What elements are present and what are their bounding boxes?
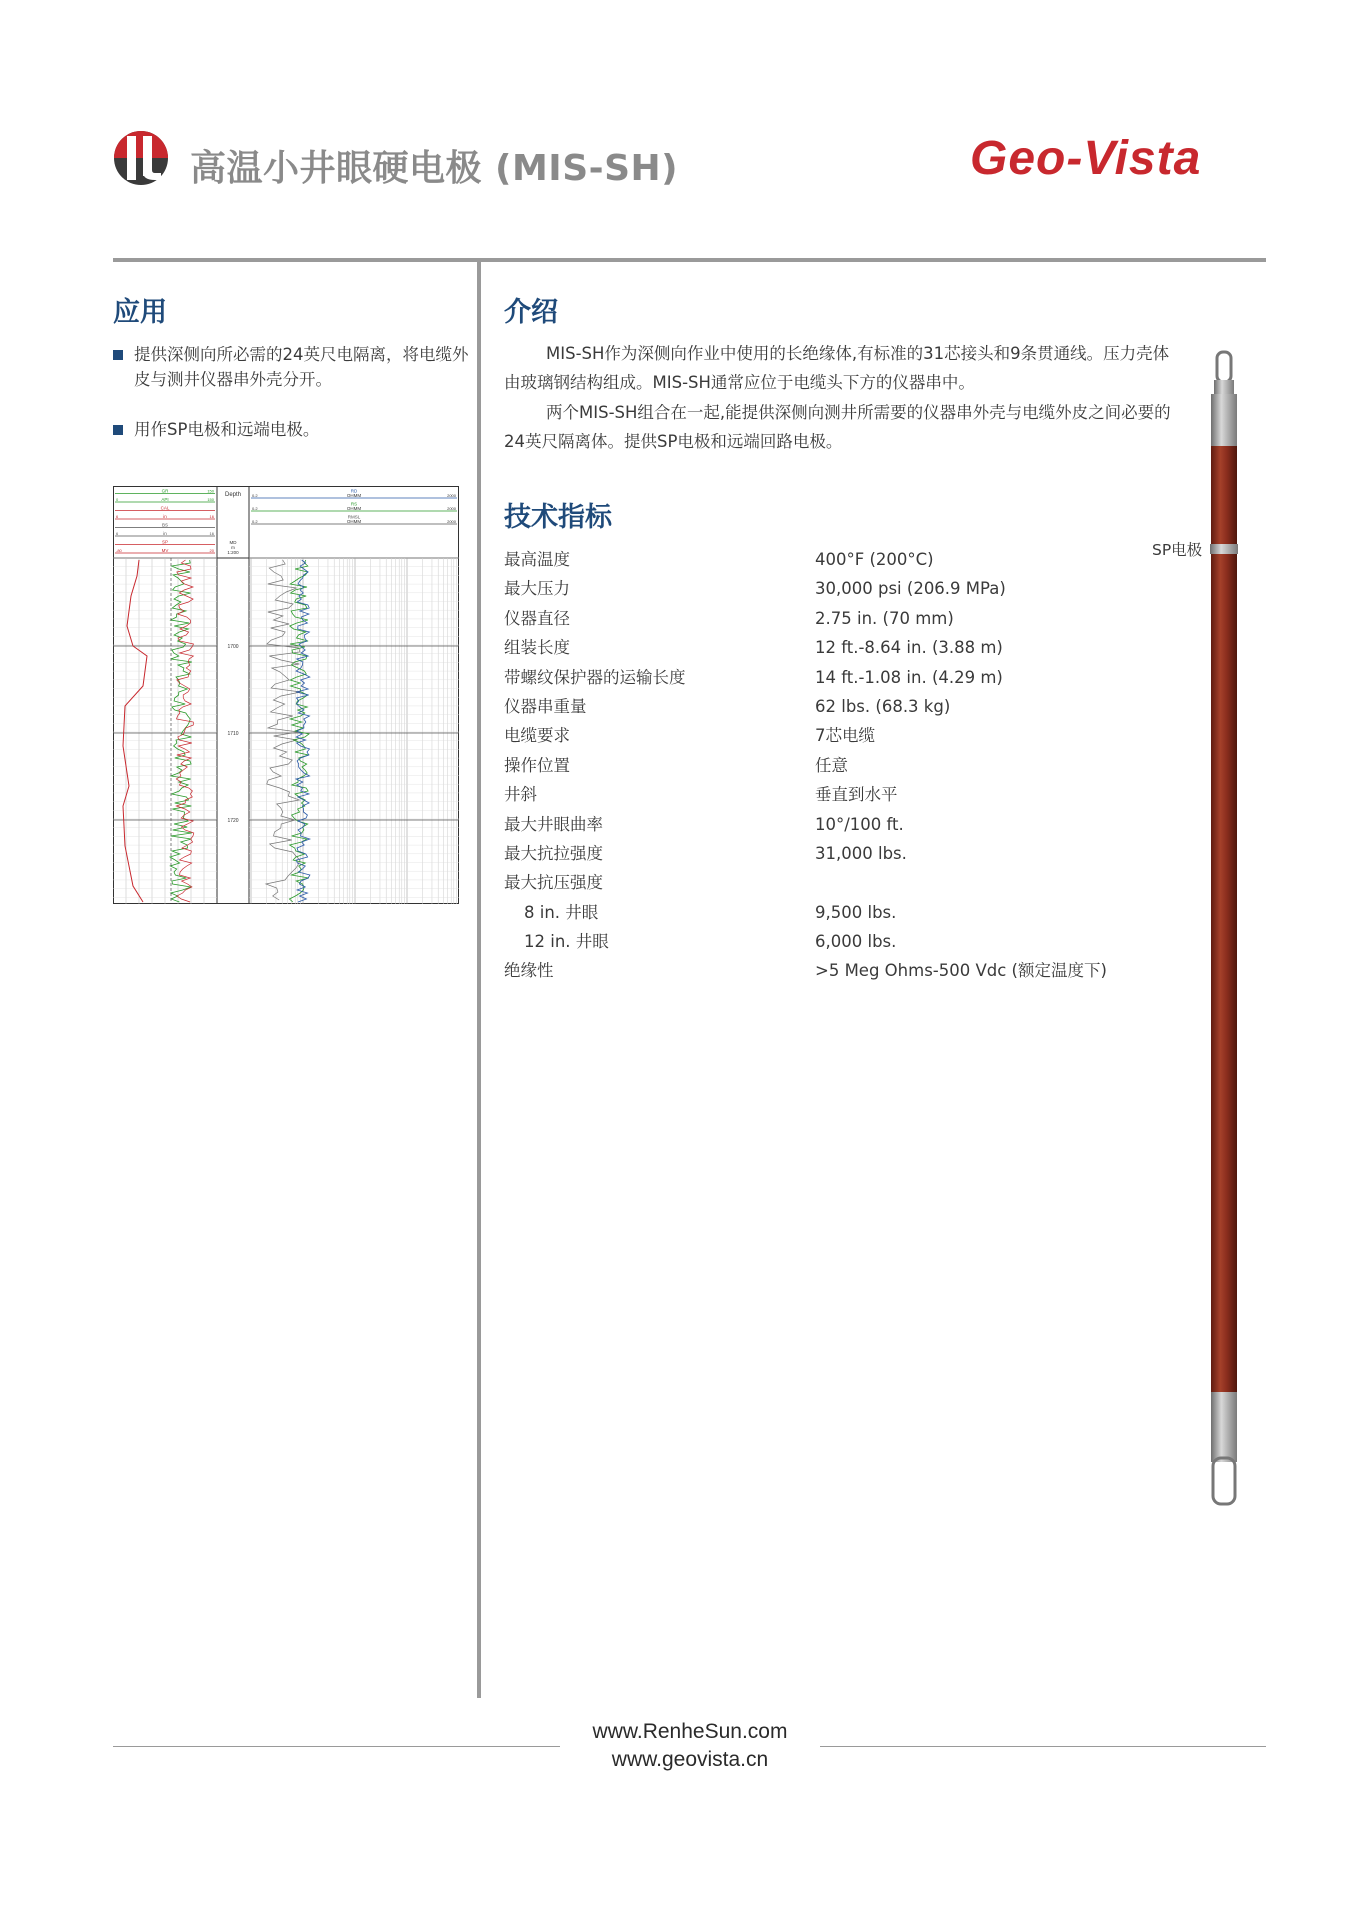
track-header-name: RS bbox=[350, 501, 358, 507]
track-header-name: in bbox=[163, 531, 167, 536]
track-header-max: 2000 bbox=[447, 519, 456, 524]
depth-unit-line: 1:200 bbox=[227, 550, 239, 555]
spec-value: 30,000 psi (206.9 MPa) bbox=[815, 579, 1006, 599]
spec-value: 6,000 lbs. bbox=[815, 932, 897, 952]
spec-row bbox=[504, 898, 1124, 927]
track-header-name: in bbox=[163, 514, 167, 519]
spec-label: 井斜 bbox=[504, 785, 537, 805]
application-bullet-text: 提供深侧向所必需的24英尺电隔离，将电缆外皮与测井仪器串外壳分开。 bbox=[134, 345, 469, 389]
track-header-min: 0.2 bbox=[252, 493, 258, 498]
sp-electrode-label: SP电极 bbox=[1152, 541, 1203, 559]
company-logo bbox=[113, 128, 169, 188]
depth-label: 1700 bbox=[227, 644, 239, 650]
spec-value: 垂直到水平 bbox=[815, 785, 898, 805]
track-header-name: CAL bbox=[160, 505, 170, 511]
track-header-max: 16 bbox=[209, 514, 214, 519]
spec-value: 10°/100 ft. bbox=[815, 814, 904, 834]
spec-label: 最大压力 bbox=[504, 579, 570, 599]
spec-row bbox=[504, 721, 1124, 750]
spec-label: 最大井眼曲率 bbox=[504, 814, 603, 834]
spec-value: >5 Meg Ohms-500 Vdc (额定温度下) bbox=[815, 961, 1107, 981]
footer-url[interactable]: www.geovista.cn bbox=[611, 1748, 769, 1771]
footer-url[interactable]: www.RenheSun.com bbox=[592, 1720, 788, 1743]
application-bullet-text: 用作SP电极和远端电极。 bbox=[134, 420, 320, 439]
application-heading: 应用 bbox=[113, 297, 167, 328]
track-header-name: SP bbox=[161, 539, 169, 545]
spec-value: 9,500 lbs. bbox=[815, 902, 897, 922]
spec-row bbox=[504, 780, 1124, 809]
spec-row bbox=[504, 927, 1124, 956]
bullet-square-icon bbox=[113, 425, 123, 435]
spec-label: 12 in. 井眼 bbox=[524, 932, 609, 952]
track-header-max: 150 bbox=[207, 497, 214, 502]
track-header-min: 0.2 bbox=[252, 506, 258, 511]
depth-unit-line: m bbox=[231, 545, 235, 550]
track-header-min: 0 bbox=[116, 497, 119, 502]
brand-logo-text: Geo-Vista bbox=[970, 132, 1202, 185]
column-divider bbox=[477, 262, 481, 1698]
track-header-max: 150 bbox=[207, 488, 214, 494]
track-header-min: 0.2 bbox=[252, 519, 258, 524]
spec-label: 最高温度 bbox=[504, 550, 570, 569]
track-header-unit: OHMM bbox=[346, 493, 362, 498]
introduction-paragraph: 两个MIS-SH组合在一起,能提供深侧向测井所需要的仪器串外壳与电缆外皮之间必要的24英尺隔离体。提供SP电极和远端回路电极。 bbox=[504, 403, 1171, 451]
depth-label: 1720 bbox=[227, 818, 239, 824]
spec-row bbox=[504, 839, 1124, 868]
spec-label: 仪器直径 bbox=[504, 608, 570, 628]
track-header-unit: OHMM bbox=[346, 519, 362, 524]
spec-label: 最大抗压强度 bbox=[504, 873, 603, 893]
spec-row bbox=[504, 633, 1124, 662]
track-header-max: 2000 bbox=[447, 506, 456, 511]
depth-label: 1710 bbox=[227, 731, 239, 737]
spec-row bbox=[504, 868, 1124, 897]
spec-label: 操作位置 bbox=[504, 755, 570, 775]
specs-table bbox=[504, 545, 1124, 986]
depth-unit-line: MD bbox=[229, 540, 237, 545]
track-header-name: BS bbox=[161, 522, 169, 528]
footer-rule-left bbox=[113, 1746, 560, 1747]
track-header-max: 2000 bbox=[447, 493, 456, 498]
track-header-name: API bbox=[161, 497, 169, 502]
track-header-name: MV bbox=[161, 548, 169, 553]
spec-value: 31,000 lbs. bbox=[815, 843, 907, 863]
spec-value: 400°F (200°C) bbox=[815, 550, 934, 569]
track-header-unit: OHMM bbox=[346, 506, 362, 511]
track-header-name: RMSL bbox=[347, 514, 361, 520]
application-bullet bbox=[113, 342, 471, 392]
track-header-min: -80 bbox=[116, 548, 122, 553]
spec-row bbox=[504, 663, 1124, 692]
well-log-chart bbox=[113, 486, 459, 904]
spec-row bbox=[504, 751, 1124, 780]
track-header-min: 6 bbox=[116, 514, 119, 519]
spec-value: 任意 bbox=[815, 755, 848, 775]
page-title: 高温小井眼硬电极 (MIS-SH) bbox=[190, 148, 679, 189]
header-divider bbox=[113, 258, 1266, 262]
spec-row bbox=[504, 545, 1124, 574]
track-header-name: RD bbox=[350, 488, 358, 494]
depth-header: Depth bbox=[224, 492, 242, 498]
spec-row bbox=[504, 604, 1124, 633]
spec-value: 2.75 in. (70 mm) bbox=[815, 608, 954, 628]
bullet-square-icon bbox=[113, 350, 123, 360]
spec-row bbox=[504, 574, 1124, 603]
spec-value: 14 ft.-1.08 in. (4.29 m) bbox=[815, 667, 1003, 687]
spec-row bbox=[504, 810, 1124, 839]
track-header-name: GR bbox=[161, 488, 169, 494]
spec-label: 最大抗拉强度 bbox=[504, 843, 603, 863]
introduction-paragraph: MIS-SH作为深侧向作业中使用的长绝缘体,有标准的31芯接头和9条贯通线。压力壳体由玻璃钢结构组成。MIS-SH通常应位于电缆头下方的仪器串中。 bbox=[504, 344, 1170, 392]
spec-row bbox=[504, 692, 1124, 721]
spec-label: 8 in. 井眼 bbox=[524, 902, 599, 922]
track-header-min: 6 bbox=[116, 531, 119, 536]
spec-label: 绝缘性 bbox=[504, 961, 554, 981]
spec-value: 62 lbs. (68.3 kg) bbox=[815, 696, 951, 716]
introduction-heading: 介绍 bbox=[504, 297, 558, 328]
spec-label: 仪器串重量 bbox=[504, 696, 587, 716]
specs-heading: 技术指标 bbox=[504, 502, 612, 533]
application-bullet bbox=[113, 417, 471, 442]
spec-label: 电缆要求 bbox=[504, 726, 570, 746]
footer-rule-right bbox=[820, 1746, 1266, 1747]
spec-label: 带螺纹保护器的运输长度 bbox=[504, 667, 686, 687]
spec-label: 组装长度 bbox=[504, 638, 570, 658]
track-header-max: 20 bbox=[209, 548, 214, 553]
spec-value: 7芯电缆 bbox=[815, 726, 875, 746]
spec-value: 12 ft.-8.64 in. (3.88 m) bbox=[815, 638, 1003, 658]
tool-illustration bbox=[1198, 350, 1250, 1506]
spec-row bbox=[504, 956, 1124, 985]
track-header-max: 16 bbox=[209, 531, 214, 536]
